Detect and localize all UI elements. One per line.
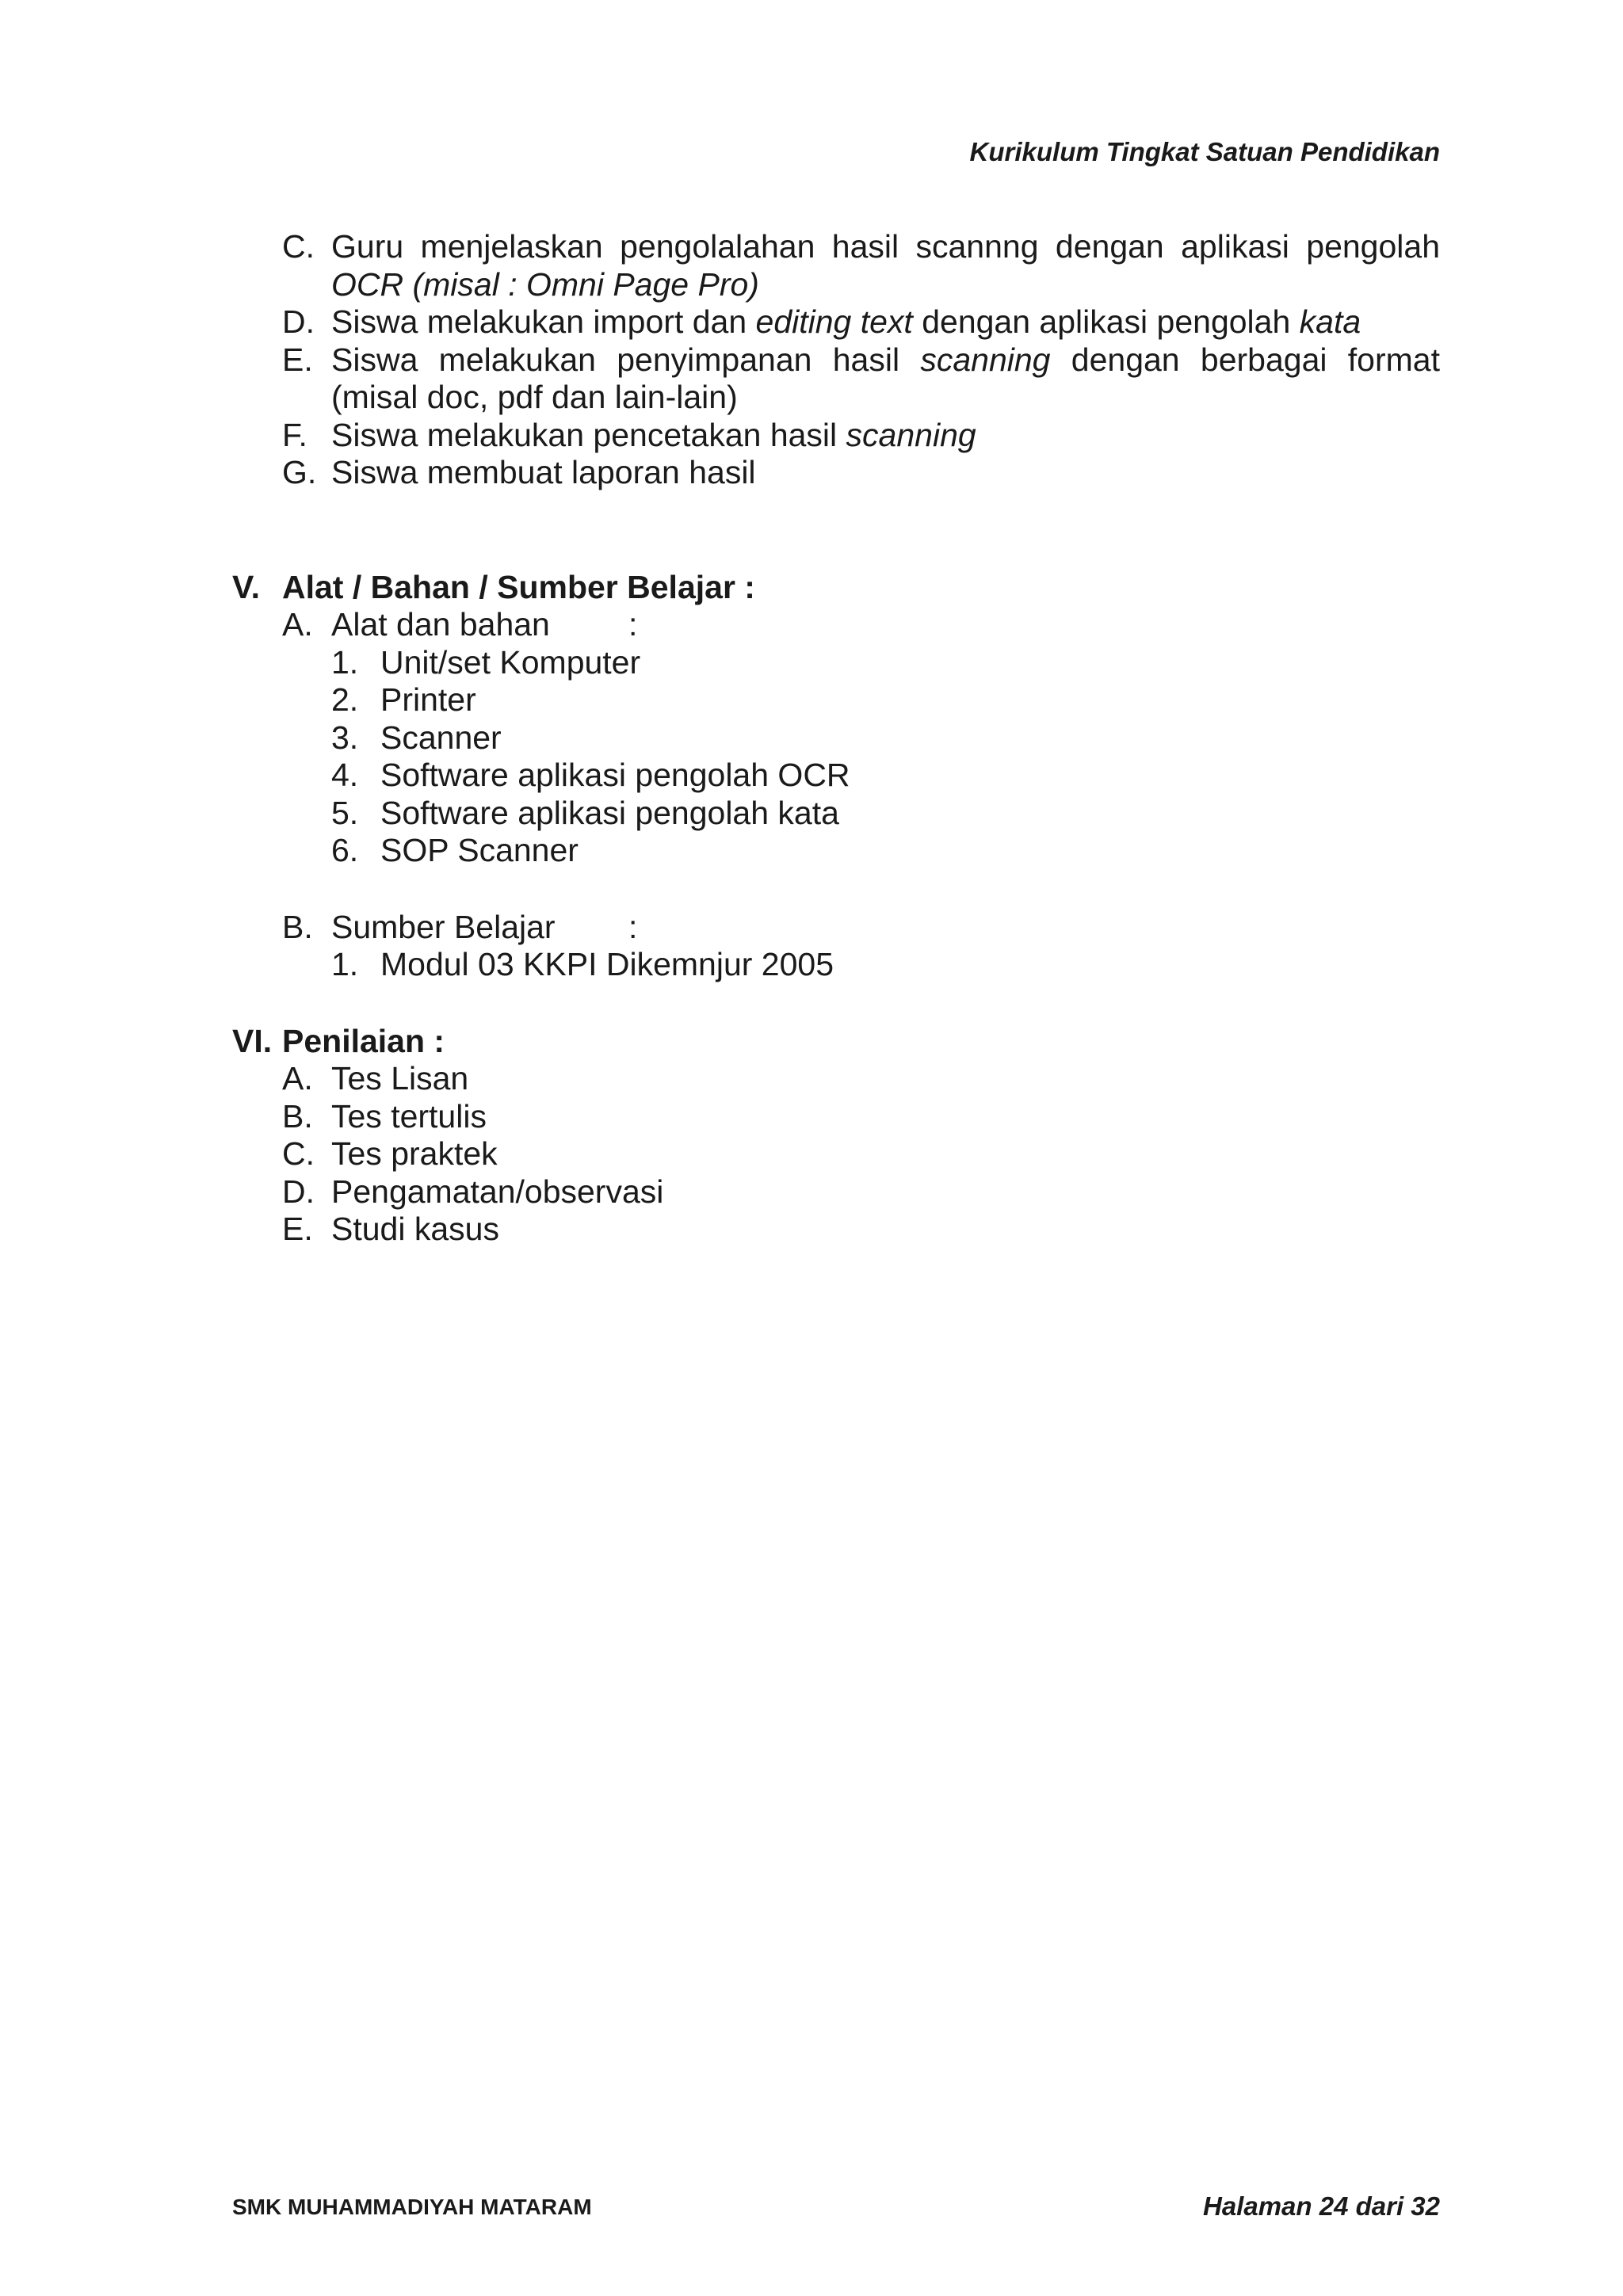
step-line <box>232 379 1440 417</box>
section-title: Penilaian : <box>282 1022 445 1059</box>
sumber-belajar-list <box>232 946 1440 984</box>
item-number: E. <box>282 1211 313 1247</box>
step-text <box>331 303 1440 341</box>
item-text: Tes tertulis <box>331 1097 487 1135</box>
item-number: 1. <box>331 946 359 982</box>
subsection-title: Sumber Belajar <box>331 908 556 945</box>
step-text <box>331 266 1440 304</box>
list-item <box>232 1135 1440 1173</box>
text-segment: Siswa melakukan pencetakan hasil <box>331 416 846 453</box>
subsection-colon: : <box>628 606 638 643</box>
italic-text: editing text <box>755 303 913 340</box>
item-text: Software aplikasi pengolah kata <box>380 794 839 831</box>
footer-page-number: Halaman 24 dari 32 <box>1203 2191 1440 2221</box>
list-item <box>232 832 1440 870</box>
list-item <box>232 1060 1440 1098</box>
subsection-label: B. <box>282 908 313 945</box>
list-item <box>232 1098 1440 1136</box>
text-segment: dengan berbagai format <box>1050 341 1440 378</box>
item-text: Unit/set Komputer <box>380 643 641 681</box>
item-text: Pengamatan/observasi <box>331 1173 664 1210</box>
subsection-colon: : <box>628 908 638 945</box>
list-item <box>232 795 1440 833</box>
item-text: Scanner <box>380 719 502 756</box>
document-body <box>232 228 1440 1249</box>
item-number: D. <box>282 1173 315 1210</box>
italic-text: kata <box>1299 303 1361 340</box>
section-number: V. <box>232 568 260 605</box>
section-spacer <box>232 492 1440 569</box>
item-number: C. <box>282 1135 315 1172</box>
text-segment: (misal doc, pdf dan lain-lain) <box>331 379 738 415</box>
item-number: 5. <box>331 794 359 831</box>
section-number: VI. <box>232 1022 273 1059</box>
italic-text: scanning <box>920 341 1051 378</box>
item-number: B. <box>282 1097 313 1135</box>
spacer <box>232 870 1440 909</box>
text-segment: Siswa melakukan penyimpanan hasil <box>331 341 921 378</box>
list-item <box>232 681 1440 719</box>
list-item <box>232 757 1440 795</box>
subsection-alat-bahan <box>232 606 1440 644</box>
page-header: Kurikulum Tingkat Satuan Pendidikan <box>969 137 1440 166</box>
item-text: Tes Lisan <box>331 1060 469 1097</box>
step-label: F. <box>282 416 307 453</box>
step-label: D. <box>282 303 315 340</box>
italic-text: scanning <box>846 416 976 453</box>
step-label <box>282 266 331 304</box>
item-text: Studi kasus <box>331 1211 499 1247</box>
step-line <box>232 228 1440 266</box>
step-line <box>232 303 1440 341</box>
list-item <box>232 946 1440 984</box>
item-text: Software aplikasi pengolah OCR <box>380 757 850 793</box>
step-label: E. <box>282 341 313 378</box>
item-number: 1. <box>331 643 359 681</box>
step-text <box>331 454 1440 492</box>
section-5-heading <box>232 569 1440 607</box>
text-segment: Guru menjelaskan pengolalahan hasil scannng dengan aplikasi pengolah <box>331 228 1440 265</box>
text-segment: Siswa melakukan import dan <box>331 303 756 340</box>
list-item <box>232 644 1440 682</box>
item-number: 6. <box>331 832 359 868</box>
step-line <box>232 417 1440 455</box>
item-number: 2. <box>331 681 359 718</box>
italic-text: OCR (misal : Omni Page Pro) <box>331 265 759 303</box>
text-segment: dengan aplikasi pengolah <box>912 303 1300 340</box>
section-title: Alat / Bahan / Sumber Belajar : <box>282 568 755 605</box>
step-line <box>232 454 1440 492</box>
step-line <box>232 266 1440 304</box>
step-label: G. <box>282 454 317 490</box>
step-text <box>331 228 1440 266</box>
step-label <box>282 379 331 417</box>
item-text: Modul 03 KKPI Dikemnjur 2005 <box>380 946 834 982</box>
step-text <box>331 417 1440 455</box>
step-text <box>331 341 1440 379</box>
step-text <box>331 379 1440 417</box>
list-item <box>232 719 1440 757</box>
subsection-sumber-belajar <box>232 909 1440 947</box>
subsection-title: Alat dan bahan <box>331 606 550 643</box>
step-label: C. <box>282 228 315 265</box>
alat-bahan-list <box>232 644 1440 870</box>
item-number: 3. <box>331 719 359 756</box>
item-text: Printer <box>380 681 476 718</box>
item-number: A. <box>282 1060 313 1097</box>
list-item <box>232 1211 1440 1249</box>
footer-school-name: SMK MUHAMMADIYAH MATARAM <box>232 2195 592 2219</box>
activity-steps-list <box>232 228 1440 492</box>
section-6-heading <box>232 1023 1440 1061</box>
item-text: SOP Scanner <box>380 832 579 868</box>
item-text: Tes praktek <box>331 1135 498 1172</box>
spacer <box>232 984 1440 1023</box>
penilaian-list <box>232 1060 1440 1249</box>
text-segment: Siswa membuat laporan hasil <box>331 454 756 490</box>
step-line <box>232 341 1440 379</box>
subsection-label: A. <box>282 606 313 643</box>
item-number: 4. <box>331 757 359 793</box>
list-item <box>232 1173 1440 1211</box>
